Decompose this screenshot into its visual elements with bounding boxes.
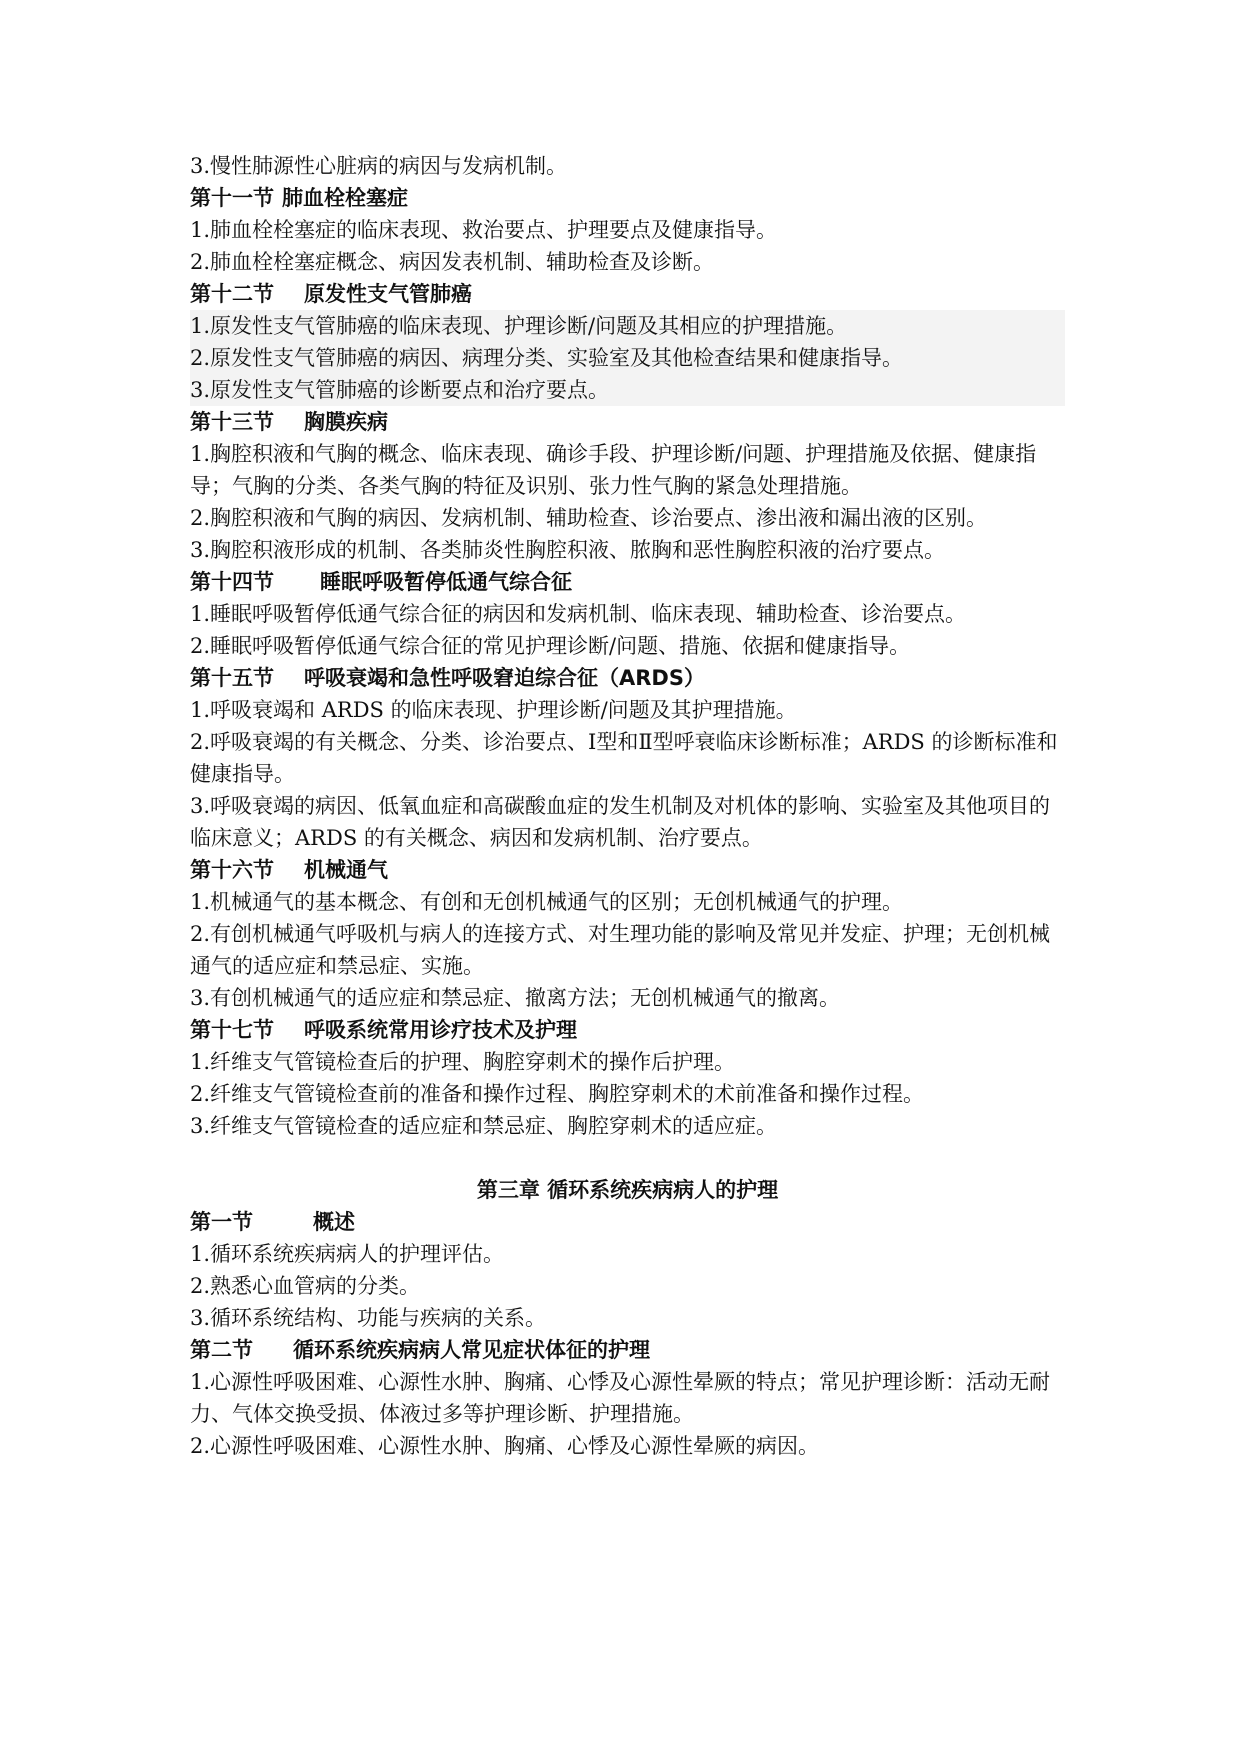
section-heading	[190, 406, 1065, 438]
outline-item: 3.循环系统结构、功能与疾病的关系。	[190, 1306, 547, 1330]
outline-item: 1.纤维支气管镜检查后的护理、胸腔穿刺术的操作后护理。	[190, 1050, 736, 1074]
outline-item: 1.呼吸衰竭和 ARDS 的临床表现、护理诊断/问题及其护理措施。	[190, 698, 797, 722]
section-number: 第二节	[190, 1338, 253, 1362]
outline-item: 3.慢性肺源性心脏病的病因与发病机制。	[190, 154, 568, 178]
section-heading	[190, 854, 1065, 886]
outline-item: 2.原发性支气管肺癌的病因、病理分类、实验室及其他检查结果和健康指导。	[190, 342, 1065, 374]
section-number: 第十一节	[190, 186, 274, 210]
section-title: 肺血栓栓塞症	[282, 186, 408, 210]
section-heading	[190, 182, 1065, 214]
section-number: 第一节	[190, 1210, 253, 1234]
section-number: 第十七节	[190, 1018, 274, 1042]
section-title: 睡眠呼吸暂停低通气综合征	[320, 570, 572, 594]
outline-item: 1.心源性呼吸困难、心源性水肿、胸痛、心悸及心源性晕厥的特点；常见护理诊断：活动无耐力、气体交换受损、体液过多等护理诊断、护理措施。	[190, 1370, 1051, 1426]
section-number: 第十五节	[190, 666, 274, 690]
outline-item: 1.循环系统疾病病人的护理评估。	[190, 1242, 505, 1266]
section-number: 第十四节	[190, 570, 274, 594]
section-title: 呼吸系统常用诊疗技术及护理	[304, 1018, 577, 1042]
section-heading	[190, 566, 1065, 598]
outline-item: 1.原发性支气管肺癌的临床表现、护理诊断/问题及其相应的护理措施。	[190, 310, 1065, 342]
section-list-circulatory	[190, 1206, 1065, 1462]
outline-item: 2.睡眠呼吸暂停低通气综合征的常见护理诊断/问题、措施、依据和健康指导。	[190, 634, 911, 658]
section-title: 机械通气	[304, 858, 388, 882]
section-heading	[190, 1206, 1065, 1238]
section-title: 胸膜疾病	[304, 410, 388, 434]
outline-item: 2.纤维支气管镜检查前的准备和操作过程、胸腔穿刺术的术前准备和操作过程。	[190, 1082, 925, 1106]
outline-item: 1.机械通气的基本概念、有创和无创机械通气的区别；无创机械通气的护理。	[190, 890, 904, 914]
outline-item: 3.有创机械通气的适应症和禁忌症、撤离方法；无创机械通气的撤离。	[190, 986, 841, 1010]
section-list-respiratory	[190, 150, 1065, 1142]
outline-item: 3.胸腔积液形成的机制、各类肺炎性胸腔积液、脓胸和恶性胸腔积液的治疗要点。	[190, 538, 946, 562]
document-page	[190, 150, 1065, 1462]
section-title: 循环系统疾病病人常见症状体征的护理	[293, 1338, 650, 1362]
section-heading	[190, 1014, 1065, 1046]
outline-item: 2.有创机械通气呼吸机与病人的连接方式、对生理功能的影响及常见并发症、护理；无创机械通气的适应症和禁忌症、实施。	[190, 922, 1051, 978]
outline-item: 3.呼吸衰竭的病因、低氧血症和高碳酸血症的发生机制及对机体的影响、实验室及其他项目的临床意义；ARDS 的有关概念、病因和发病机制、治疗要点。	[190, 794, 1051, 850]
outline-item: 2.熟悉心血管病的分类。	[190, 1274, 421, 1298]
outline-item: 2.心源性呼吸困难、心源性水肿、胸痛、心悸及心源性晕厥的病因。	[190, 1434, 820, 1458]
section-title: 概述	[313, 1210, 355, 1234]
outline-item: 3.原发性支气管肺癌的诊断要点和治疗要点。	[190, 374, 1065, 406]
outline-item: 1.胸腔积液和气胸的概念、临床表现、确诊手段、护理诊断/问题、护理措施及依据、健康指导；气胸的分类、各类气胸的特征及识别、张力性气胸的紧急处理措施。	[190, 442, 1037, 498]
section-title: 呼吸衰竭和急性呼吸窘迫综合征（ARDS）	[304, 666, 705, 690]
outline-item: 2.肺血栓栓塞症概念、病因发表机制、辅助检查及诊断。	[190, 250, 715, 274]
section-number: 第十二节	[190, 282, 274, 306]
chapter-title: 第三章 循环系统疾病病人的护理	[476, 1178, 779, 1202]
section-title: 原发性支气管肺癌	[304, 282, 472, 306]
outline-item: 1.肺血栓栓塞症的临床表现、救治要点、护理要点及健康指导。	[190, 218, 778, 242]
section-heading	[190, 278, 1065, 310]
section-number: 第十三节	[190, 410, 274, 434]
section-number: 第十六节	[190, 858, 274, 882]
outline-item: 2.胸腔积液和气胸的病因、发病机制、辅助检查、诊治要点、渗出液和漏出液的区别。	[190, 506, 988, 530]
outline-item: 1.睡眠呼吸暂停低通气综合征的病因和发病机制、临床表现、辅助检查、诊治要点。	[190, 602, 967, 626]
section-heading	[190, 1334, 1065, 1366]
outline-item: 3.纤维支气管镜检查的适应症和禁忌症、胸腔穿刺术的适应症。	[190, 1114, 778, 1138]
outline-item: 2.呼吸衰竭的有关概念、分类、诊治要点、Ⅰ型和Ⅱ型呼衰临床诊断标准；ARDS 的诊断标准和健康指导。	[190, 730, 1058, 786]
section-heading	[190, 662, 1065, 694]
